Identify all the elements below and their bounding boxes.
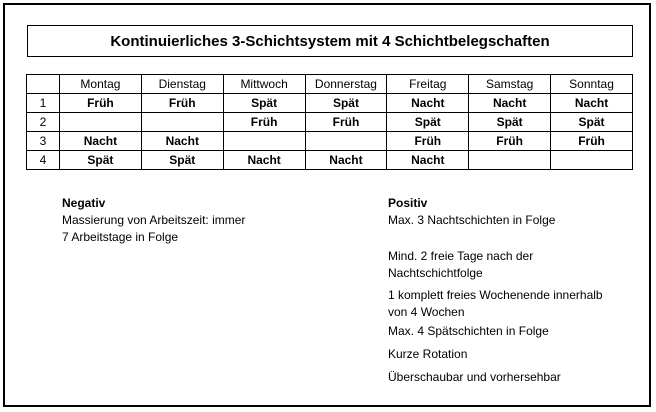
- shift-cell: Spät: [551, 113, 633, 132]
- shift-cell: Spät: [141, 151, 223, 170]
- shift-cell: [551, 151, 633, 170]
- row-label: 1: [27, 94, 60, 113]
- column-header: Sonntag: [551, 75, 633, 94]
- column-header: Donnerstag: [305, 75, 387, 94]
- column-header: Montag: [60, 75, 142, 94]
- shift-cell: Spät: [60, 151, 142, 170]
- shift-cell: Nacht: [551, 94, 633, 113]
- shift-cell: Spät: [469, 113, 551, 132]
- shift-cell: [60, 113, 142, 132]
- shift-cell: Früh: [223, 113, 305, 132]
- shift-cell: Nacht: [60, 132, 142, 151]
- shift-cell: Nacht: [387, 151, 469, 170]
- negative-line: 7 Arbeitstage in Folge: [62, 230, 179, 244]
- table-row: [27, 113, 633, 132]
- shift-cell: Früh: [469, 132, 551, 151]
- row-label: 2: [27, 113, 60, 132]
- positive-heading: Positiv: [388, 196, 428, 210]
- shift-cell: [469, 151, 551, 170]
- column-header: Dienstag: [141, 75, 223, 94]
- table-header-row: [27, 75, 633, 94]
- shift-cell: Nacht: [387, 94, 469, 113]
- shift-cell: Früh: [551, 132, 633, 151]
- shift-cell: Nacht: [469, 94, 551, 113]
- shift-cell: Früh: [305, 113, 387, 132]
- shift-cell: Spät: [387, 113, 469, 132]
- positive-item: von 4 Wochen: [388, 305, 465, 319]
- positive-item: Kurze Rotation: [388, 347, 468, 361]
- negative-heading: Negativ: [62, 196, 106, 210]
- positive-item: Max. 3 Nachtschichten in Folge: [388, 213, 556, 227]
- row-label: 3: [27, 132, 60, 151]
- shift-cell: Spät: [305, 94, 387, 113]
- shift-cell: Früh: [141, 94, 223, 113]
- column-header: Samstag: [469, 75, 551, 94]
- corner-cell: [27, 75, 60, 94]
- table-row: [27, 132, 633, 151]
- negative-section: [62, 195, 302, 246]
- shift-cell: [141, 113, 223, 132]
- page-title: Kontinuierliches 3-Schichtsystem mit 4 Schichtbelegschaften: [27, 25, 633, 57]
- column-header: Mittwoch: [223, 75, 305, 94]
- positive-item: Max. 4 Spätschichten in Folge: [388, 324, 549, 338]
- shift-cell: Spät: [223, 94, 305, 113]
- shift-cell: Früh: [60, 94, 142, 113]
- column-header: Freitag: [387, 75, 469, 94]
- negative-line: Massierung von Arbeitszeit: immer: [62, 213, 246, 227]
- shift-cell: [305, 132, 387, 151]
- shift-cell: Früh: [387, 132, 469, 151]
- table-row: [27, 151, 633, 170]
- shift-schedule-table: [26, 74, 633, 170]
- shift-cell: Nacht: [223, 151, 305, 170]
- positive-section: [388, 195, 648, 386]
- document-frame: [3, 3, 651, 407]
- positive-item: Überschaubar und vorhersehbar: [388, 370, 561, 384]
- positive-item: 1 komplett freies Wochenende innerhalb: [388, 288, 603, 302]
- shift-cell: Nacht: [305, 151, 387, 170]
- table-row: [27, 94, 633, 113]
- row-label: 4: [27, 151, 60, 170]
- positive-item: Mind. 2 freie Tage nach der: [388, 249, 534, 263]
- positive-item: Nachtschichtfolge: [388, 266, 483, 280]
- shift-cell: [223, 132, 305, 151]
- shift-cell: Nacht: [141, 132, 223, 151]
